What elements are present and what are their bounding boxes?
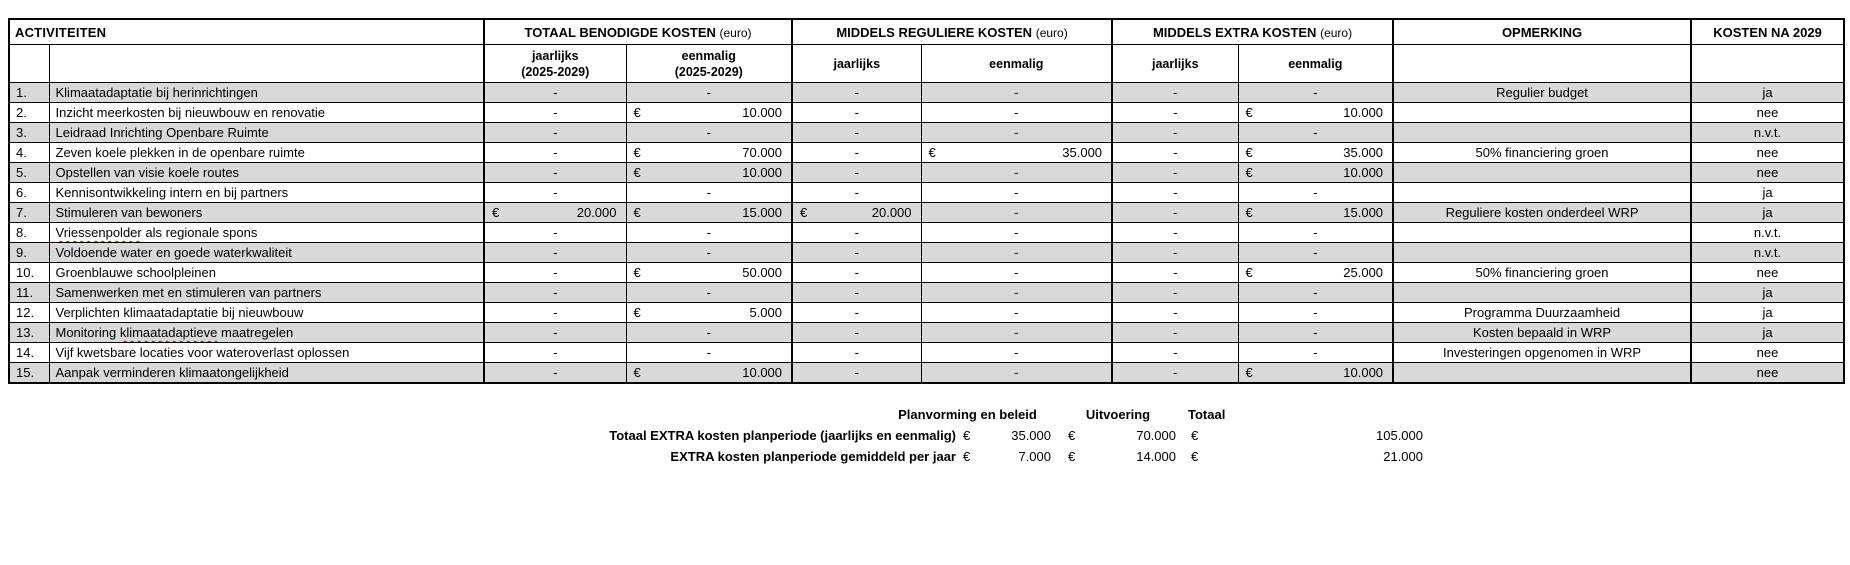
cell-regulier-eenmalig: - (921, 223, 1112, 243)
cell-opmerking (1393, 283, 1691, 303)
cell-activity: Kennisontwikkeling intern en bij partners (49, 183, 484, 203)
cell-totaal-eenmalig: - (626, 283, 792, 303)
table-row (9, 243, 1844, 263)
cell-extra-jaarlijks: - (1112, 163, 1238, 183)
cell-extra-eenmalig: - (1238, 83, 1393, 103)
euro-sign: € (1191, 428, 1199, 443)
cell-regulier-eenmalig: - (921, 263, 1112, 283)
cell-kosten-na-2029: ja (1691, 83, 1844, 103)
summary-header-totaal: Totaal (1188, 407, 1226, 422)
cell-extra-jaarlijks: - (1112, 223, 1238, 243)
cell-extra-jaarlijks: - (1112, 123, 1238, 143)
amount: 10.000 (1343, 365, 1384, 380)
table-row (9, 363, 1844, 384)
amount: 20.000 (871, 205, 912, 220)
subheader-empty-num (9, 45, 49, 83)
amount: 10.000 (1343, 165, 1384, 180)
cell-regulier-jaarlijks: - (792, 243, 921, 263)
activity-rows (9, 83, 1844, 384)
amount: 15.000 (1343, 205, 1384, 220)
cell-regulier-jaarlijks: - (792, 263, 921, 283)
money-value (627, 165, 792, 180)
euro-sign: € (1245, 365, 1253, 380)
euro-sign: € (633, 205, 641, 220)
cell-opmerking: 50% financiering groen (1393, 143, 1691, 163)
subheader-line: (2025-2029) (674, 64, 743, 79)
cell-totaal-jaarlijks: - (484, 223, 626, 243)
cell-extra-jaarlijks: - (1112, 363, 1238, 384)
amount: 21.000 (1383, 449, 1423, 464)
euro-sign: € (633, 365, 641, 380)
cell-row-number: 11. (9, 283, 49, 303)
table-row (9, 163, 1844, 183)
cell-extra-eenmalig (1238, 143, 1393, 163)
amount: 10.000 (742, 365, 783, 380)
euro-sign: € (633, 305, 641, 320)
cell-row-number: 15. (9, 363, 49, 384)
cell-kosten-na-2029: ja (1691, 303, 1844, 323)
euro-sign: € (963, 449, 971, 464)
cell-regulier-eenmalig: - (921, 283, 1112, 303)
cell-activity: Zeven koele plekken in de openbare ruimte (49, 143, 484, 163)
amount: 14.000 (1136, 449, 1176, 464)
table-header (9, 19, 1844, 83)
summary-money-value (1191, 449, 1423, 464)
cell-row-number: 3. (9, 123, 49, 143)
cell-regulier-jaarlijks: - (792, 123, 921, 143)
cell-totaal-eenmalig (626, 203, 792, 223)
cell-activity: Samenwerken met en stimuleren van partners (49, 283, 484, 303)
money-value (627, 305, 792, 320)
subheader-empty-opmerking (1393, 45, 1691, 83)
subheader-line: jaarlijks (833, 56, 881, 71)
table-row (9, 343, 1844, 363)
summary-row-label: EXTRA kosten planperiode gemiddeld per jaar (670, 449, 956, 464)
cell-totaal-jaarlijks: - (484, 263, 626, 283)
table-row (9, 83, 1844, 103)
summary-header-planvorming: Planvorming en beleid (898, 407, 1037, 422)
table-row (9, 123, 1844, 143)
euro-sign: € (1245, 105, 1253, 120)
cell-extra-jaarlijks: - (1112, 303, 1238, 323)
amount: 70.000 (1136, 428, 1176, 443)
cell-activity: Aanpak verminderen klimaatongelijkheid (49, 363, 484, 384)
euro-sign: € (633, 265, 641, 280)
euro-sign: € (633, 105, 641, 120)
cell-totaal-eenmalig: - (626, 183, 792, 203)
summary-header-uitvoering: Uitvoering (1085, 407, 1151, 422)
subheader-line: (2025-2029) (521, 64, 590, 79)
table-row (9, 283, 1844, 303)
summary-money-value (963, 449, 1051, 464)
cell-totaal-jaarlijks: - (484, 363, 626, 384)
cell-regulier-eenmalig: - (921, 363, 1112, 384)
summary-row-label: Totaal EXTRA kosten planperiode (jaarlijks en eenmalig) (609, 428, 956, 443)
cell-regulier-eenmalig: - (921, 303, 1112, 323)
cell-regulier-jaarlijks: - (792, 363, 921, 384)
subheader-line: eenmalig (681, 48, 736, 63)
cell-row-number: 1. (9, 83, 49, 103)
summary-row (8, 425, 1850, 446)
cell-totaal-jaarlijks: - (484, 243, 626, 263)
column-header-activiteiten: ACTIVITEITEN (9, 19, 484, 45)
cell-totaal-eenmalig: - (626, 243, 792, 263)
cell-extra-jaarlijks: - (1112, 83, 1238, 103)
cell-extra-eenmalig (1238, 103, 1393, 123)
cell-totaal-eenmalig (626, 263, 792, 283)
cell-totaal-eenmalig: - (626, 83, 792, 103)
cell-extra-jaarlijks: - (1112, 263, 1238, 283)
cell-extra-eenmalig (1238, 363, 1393, 384)
amount: 5.000 (749, 305, 783, 320)
cell-totaal-eenmalig (626, 103, 792, 123)
cell-opmerking: Programma Duurzaamheid (1393, 303, 1691, 323)
cell-regulier-eenmalig: - (921, 243, 1112, 263)
amount: 15.000 (742, 205, 783, 220)
table-row (9, 103, 1844, 123)
cell-totaal-eenmalig (626, 163, 792, 183)
money-value (1239, 105, 1393, 120)
cell-row-number: 2. (9, 103, 49, 123)
cell-regulier-jaarlijks: - (792, 283, 921, 303)
costs-table (8, 18, 1845, 384)
misspelled-word: klimaatadaptieve (119, 325, 218, 340)
cell-extra-eenmalig: - (1238, 123, 1393, 143)
amount: 20.000 (576, 205, 617, 220)
cell-row-number: 9. (9, 243, 49, 263)
cell-kosten-na-2029: nee (1691, 263, 1844, 283)
cell-regulier-jaarlijks (792, 203, 921, 223)
euro-sign: € (1068, 428, 1076, 443)
money-value (485, 205, 626, 220)
subheader-line: jaarlijks (531, 48, 579, 63)
cell-extra-jaarlijks: - (1112, 103, 1238, 123)
cell-activity: Verplichten klimaatadaptatie bij nieuwbouw (49, 303, 484, 323)
cell-kosten-na-2029: nee (1691, 103, 1844, 123)
column-header-totaal-benodigde-kosten (484, 19, 792, 45)
cell-extra-eenmalig: - (1238, 283, 1393, 303)
cell-regulier-jaarlijks: - (792, 143, 921, 163)
misspelled-word: Vriessenpolder (55, 225, 142, 240)
cell-regulier-jaarlijks: - (792, 303, 921, 323)
cell-extra-eenmalig: - (1238, 223, 1393, 243)
subheader-extra-jaarlijks (1112, 45, 1238, 83)
group-unit: (euro) (1320, 25, 1353, 40)
euro-sign: € (928, 145, 936, 160)
cell-opmerking: Regulier budget (1393, 83, 1691, 103)
cell-extra-jaarlijks: - (1112, 283, 1238, 303)
cell-totaal-jaarlijks: - (484, 103, 626, 123)
money-value (1239, 365, 1393, 380)
cell-regulier-jaarlijks: - (792, 323, 921, 343)
column-header-middels-extra-kosten (1112, 19, 1393, 45)
cell-regulier-eenmalig: - (921, 103, 1112, 123)
euro-sign: € (633, 165, 641, 180)
cell-totaal-jaarlijks (484, 203, 626, 223)
cell-activity: Inzicht meerkosten bij nieuwbouw en renovatie (49, 103, 484, 123)
cell-kosten-na-2029: ja (1691, 283, 1844, 303)
subheader-extra-eenmalig (1238, 45, 1393, 83)
subheader-empty-activity (49, 45, 484, 83)
euro-sign: € (800, 205, 808, 220)
cell-opmerking (1393, 223, 1691, 243)
subheader-line: jaarlijks (1151, 56, 1199, 71)
column-header-kosten-na-2029: KOSTEN NA 2029 (1691, 19, 1844, 45)
cell-activity: Monitoring klimaatadaptieve maatregelen (49, 323, 484, 343)
cell-activity: Vriessenpolder als regionale spons (49, 223, 484, 243)
cell-kosten-na-2029: ja (1691, 203, 1844, 223)
cell-activity: Vijf kwetsbare locaties voor wateroverlast oplossen (49, 343, 484, 363)
amount: 25.000 (1343, 265, 1384, 280)
amount: 10.000 (742, 165, 783, 180)
cell-row-number: 6. (9, 183, 49, 203)
cell-totaal-eenmalig: - (626, 323, 792, 343)
header-sub-row (9, 45, 1844, 83)
cell-kosten-na-2029: nee (1691, 143, 1844, 163)
cell-regulier-jaarlijks: - (792, 83, 921, 103)
table-row (9, 263, 1844, 283)
money-value (793, 205, 921, 220)
euro-sign: € (1245, 265, 1253, 280)
money-value (627, 265, 792, 280)
money-value (627, 205, 792, 220)
cell-regulier-eenmalig: - (921, 83, 1112, 103)
cell-opmerking (1393, 243, 1691, 263)
group-unit: (euro) (1035, 25, 1068, 40)
cell-extra-eenmalig: - (1238, 303, 1393, 323)
cell-row-number: 14. (9, 343, 49, 363)
money-value (1239, 265, 1393, 280)
money-value (922, 145, 1112, 160)
summary-section (8, 407, 1850, 467)
cell-row-number: 10. (9, 263, 49, 283)
euro-sign: € (1245, 205, 1253, 220)
subheader-line: eenmalig (1288, 56, 1343, 71)
cell-opmerking: 50% financiering groen (1393, 263, 1691, 283)
amount: 10.000 (1343, 105, 1384, 120)
cell-kosten-na-2029: n.v.t. (1691, 123, 1844, 143)
cell-activity: Groenblauwe schoolpleinen (49, 263, 484, 283)
cell-kosten-na-2029: nee (1691, 163, 1844, 183)
money-value (627, 145, 792, 160)
cell-regulier-jaarlijks: - (792, 163, 921, 183)
cell-totaal-jaarlijks: - (484, 323, 626, 343)
money-value (627, 105, 792, 120)
cell-totaal-jaarlijks: - (484, 163, 626, 183)
money-value (627, 365, 792, 380)
cell-extra-jaarlijks: - (1112, 243, 1238, 263)
table-row (9, 303, 1844, 323)
column-header-opmerking: OPMERKING (1393, 19, 1691, 45)
cell-opmerking (1393, 103, 1691, 123)
summary-header-row (8, 407, 1850, 422)
table-row (9, 183, 1844, 203)
money-value (1239, 205, 1393, 220)
cell-totaal-jaarlijks: - (484, 183, 626, 203)
cell-opmerking (1393, 163, 1691, 183)
cell-regulier-jaarlijks: - (792, 223, 921, 243)
cell-totaal-jaarlijks: - (484, 83, 626, 103)
subheader-regulier-jaarlijks (792, 45, 921, 83)
cell-row-number: 5. (9, 163, 49, 183)
cell-totaal-eenmalig: - (626, 223, 792, 243)
cell-regulier-eenmalig: - (921, 203, 1112, 223)
amount: 35.000 (1343, 145, 1384, 160)
cell-totaal-eenmalig (626, 143, 792, 163)
cell-regulier-jaarlijks: - (792, 103, 921, 123)
cell-activity: Voldoende water en goede waterkwaliteit (49, 243, 484, 263)
amount: 105.000 (1376, 428, 1423, 443)
cell-totaal-jaarlijks: - (484, 303, 626, 323)
cell-extra-eenmalig (1238, 163, 1393, 183)
cell-extra-eenmalig: - (1238, 343, 1393, 363)
euro-sign: € (1245, 145, 1253, 160)
summary-money-value (963, 428, 1051, 443)
euro-sign: € (1245, 165, 1253, 180)
cell-totaal-jaarlijks: - (484, 343, 626, 363)
amount: 70.000 (742, 145, 783, 160)
cell-extra-eenmalig: - (1238, 323, 1393, 343)
summary-row (8, 446, 1850, 467)
cell-extra-jaarlijks: - (1112, 323, 1238, 343)
cell-kosten-na-2029: nee (1691, 363, 1844, 384)
group-label: MIDDELS REGULIERE KOSTEN (836, 24, 1033, 40)
subheader-totaal-eenmalig (626, 45, 792, 83)
cell-totaal-eenmalig (626, 303, 792, 323)
summary-money-value (1191, 428, 1423, 443)
cell-regulier-eenmalig: - (921, 343, 1112, 363)
amount: 35.000 (1011, 428, 1051, 443)
cell-kosten-na-2029: ja (1691, 323, 1844, 343)
summary-rows (8, 425, 1850, 467)
table-row (9, 223, 1844, 243)
amount: 35.000 (1062, 145, 1103, 160)
cell-opmerking (1393, 363, 1691, 384)
cell-opmerking (1393, 183, 1691, 203)
group-label: MIDDELS EXTRA KOSTEN (1152, 24, 1317, 40)
euro-sign: € (963, 428, 971, 443)
cell-activity: Leidraad Inrichting Openbare Ruimte (49, 123, 484, 143)
table-row (9, 143, 1844, 163)
cell-extra-jaarlijks: - (1112, 343, 1238, 363)
cell-opmerking: Reguliere kosten onderdeel WRP (1393, 203, 1691, 223)
cell-row-number: 8. (9, 223, 49, 243)
table-row (9, 323, 1844, 343)
cell-totaal-jaarlijks: - (484, 283, 626, 303)
cell-totaal-eenmalig (626, 363, 792, 384)
cell-regulier-eenmalig: - (921, 163, 1112, 183)
column-header-middels-reguliere-kosten (792, 19, 1112, 45)
cell-kosten-na-2029: n.v.t. (1691, 223, 1844, 243)
euro-sign: € (633, 145, 641, 160)
cell-extra-jaarlijks: - (1112, 183, 1238, 203)
cell-row-number: 7. (9, 203, 49, 223)
cell-extra-jaarlijks: - (1112, 203, 1238, 223)
summary-money-value (1068, 449, 1176, 464)
cell-extra-eenmalig (1238, 203, 1393, 223)
money-value (1239, 165, 1393, 180)
group-label: TOTAAL BENODIGDE KOSTEN (524, 24, 716, 40)
cell-row-number: 4. (9, 143, 49, 163)
cell-totaal-jaarlijks: - (484, 143, 626, 163)
euro-sign: € (1191, 449, 1199, 464)
amount: 7.000 (1018, 449, 1051, 464)
subheader-totaal-jaarlijks (484, 45, 626, 83)
cell-activity: Stimuleren van bewoners (49, 203, 484, 223)
table-row (9, 203, 1844, 223)
cell-regulier-jaarlijks: - (792, 343, 921, 363)
amount: 10.000 (742, 105, 783, 120)
cell-totaal-jaarlijks: - (484, 123, 626, 143)
cell-opmerking: Kosten bepaald in WRP (1393, 323, 1691, 343)
cell-regulier-eenmalig: - (921, 323, 1112, 343)
cell-row-number: 13. (9, 323, 49, 343)
cell-extra-jaarlijks: - (1112, 143, 1238, 163)
cell-opmerking (1393, 123, 1691, 143)
euro-sign: € (1068, 449, 1076, 464)
cell-regulier-jaarlijks: - (792, 183, 921, 203)
cell-activity: Klimaatadaptatie bij herinrichtingen (49, 83, 484, 103)
cell-extra-eenmalig (1238, 263, 1393, 283)
cell-kosten-na-2029: n.v.t. (1691, 243, 1844, 263)
header-group-row (9, 19, 1844, 45)
cell-regulier-eenmalig: - (921, 183, 1112, 203)
cell-totaal-eenmalig: - (626, 343, 792, 363)
subheader-empty-kosten-na-2029 (1691, 45, 1844, 83)
subheader-regulier-eenmalig (921, 45, 1112, 83)
cell-extra-eenmalig: - (1238, 243, 1393, 263)
cell-regulier-eenmalig: - (921, 123, 1112, 143)
cell-activity: Opstellen van visie koele routes (49, 163, 484, 183)
money-value (1239, 145, 1393, 160)
cell-totaal-eenmalig: - (626, 123, 792, 143)
cell-kosten-na-2029: ja (1691, 183, 1844, 203)
cell-row-number: 12. (9, 303, 49, 323)
amount: 50.000 (742, 265, 783, 280)
cell-kosten-na-2029: nee (1691, 343, 1844, 363)
cell-opmerking: Investeringen opgenomen in WRP (1393, 343, 1691, 363)
group-unit: (euro) (719, 25, 752, 40)
cell-regulier-eenmalig (921, 143, 1112, 163)
euro-sign: € (492, 205, 500, 220)
subheader-line: eenmalig (989, 56, 1044, 71)
cell-extra-eenmalig: - (1238, 183, 1393, 203)
summary-money-value (1068, 428, 1176, 443)
